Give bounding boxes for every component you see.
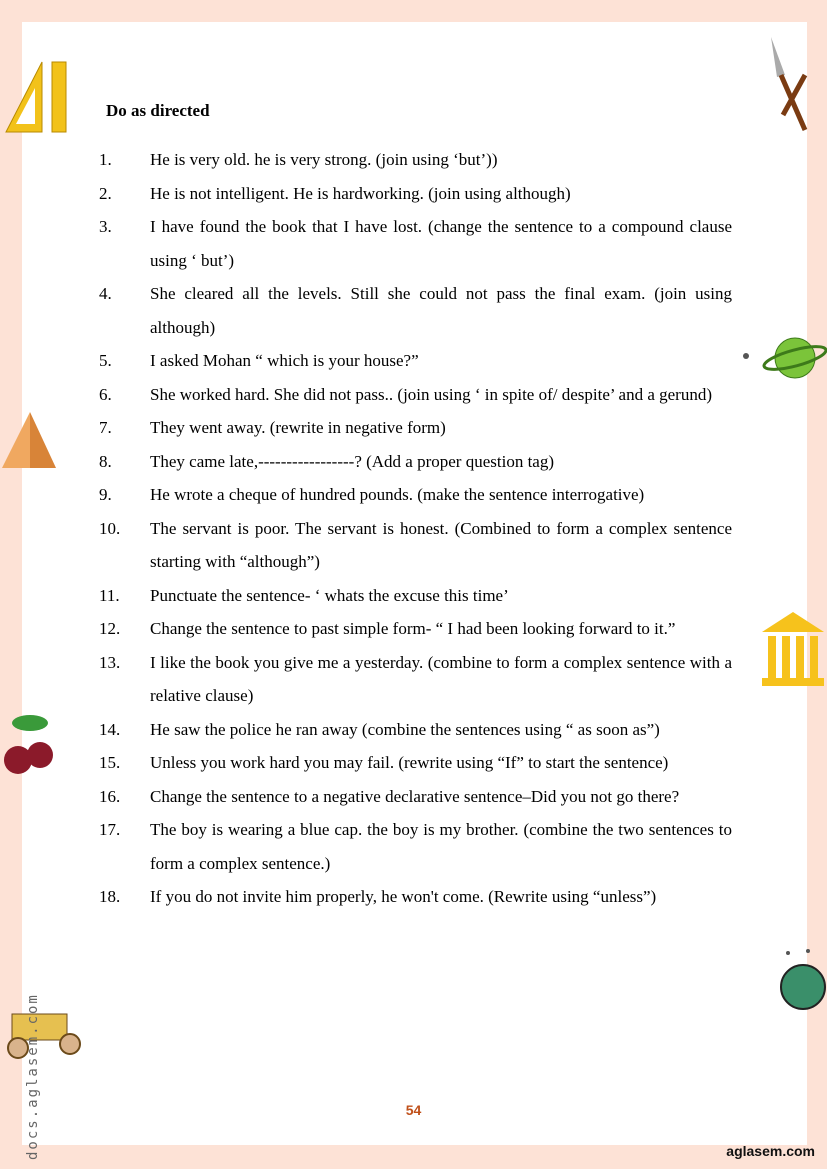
item-number: 5. [99, 351, 112, 370]
item-text: The servant is poor. The servant is honest. (Combined to form a complex sentence starting with “although”) [150, 518, 732, 571]
list-item [99, 612, 732, 646]
item-text: They came late,-----------------? (Add a proper question tag) [150, 451, 554, 471]
item-text: The boy is wearing a blue cap. the boy is my brother. (combine the two sentences to form a complex sentence.) [150, 820, 732, 873]
item-text: She worked hard. She did not pass.. (join using ‘ in spite of/ despite’ and a gerund) [150, 384, 712, 404]
item-text: Change the sentence to a negative declarative sentence–Did you not go there? [150, 786, 680, 806]
item-text: They went away. (rewrite in negative form) [150, 418, 446, 437]
item-text: If you do not invite him properly, he won't come. (Rewrite using “unless”) [150, 887, 657, 906]
watermark: docs.aglasem.com [25, 993, 41, 1160]
list-item [99, 143, 732, 177]
item-text: She cleared all the levels. Still she could not pass the final exam. (join using although) [150, 284, 732, 337]
item-number: 12. [99, 619, 121, 638]
list-item [99, 411, 732, 445]
list-item [99, 646, 732, 713]
list-item [99, 177, 732, 211]
list-item [99, 713, 732, 747]
item-number: 13. [99, 652, 121, 672]
list-item [99, 445, 732, 479]
item-number: 14. [99, 719, 121, 739]
vehicle-icon [0, 1000, 85, 1060]
item-number: 10. [99, 518, 121, 538]
item-number: 15. [99, 753, 121, 772]
globe-icon [778, 945, 827, 1015]
item-text: Change the sentence to past simple form- “ I had been looking forward to it.” [150, 619, 676, 638]
item-text: He wrote a cheque of hundred pounds. (make the sentence interrogative) [150, 485, 645, 504]
item-text: I have found the book that I have lost. (change the sentence to a compound clause using ‘ but’) [150, 217, 732, 270]
item-text: I asked Mohan “ which is your house?” [150, 351, 419, 370]
item-number: 1. [99, 150, 112, 169]
list-item [99, 512, 732, 579]
list-item [99, 277, 732, 344]
item-number: 11. [99, 585, 120, 605]
list-item [99, 813, 732, 880]
cherries-icon [0, 705, 58, 780]
site-label: aglasem.com [726, 1143, 815, 1159]
item-number: 18. [99, 887, 121, 906]
planet-icon [740, 330, 827, 385]
item-number: 8. [99, 451, 112, 471]
pyramid-icon [0, 410, 58, 470]
item-text: He is not intelligent. He is hardworking. (join using although) [150, 183, 571, 203]
item-text: He is very old. he is very strong. (join using ‘but’)) [150, 150, 498, 169]
list-item [99, 378, 732, 412]
page-number: 54 [405, 1102, 422, 1118]
tools-icon [765, 35, 815, 135]
item-number: 4. [99, 284, 112, 303]
item-text: Unless you work hard you may fail. (rewrite using “If” to start the sentence) [150, 753, 669, 772]
item-number: 9. [99, 485, 112, 504]
list-item [99, 210, 732, 277]
item-number: 7. [99, 418, 112, 437]
list-item [99, 880, 732, 914]
ruler-triangle-icon [2, 60, 68, 135]
item-text: I like the book you give me a yesterday. (combine to form a complex sentence with a relative clause) [150, 652, 732, 705]
item-number: 3. [99, 217, 112, 236]
temple-icon [760, 610, 827, 688]
item-text: He saw the police he ran away (combine the sentences using “ as soon as”) [150, 719, 660, 739]
item-number: 2. [99, 183, 112, 203]
list-item [99, 344, 732, 378]
item-text: Punctuate the sentence- ‘ whats the excuse this time’ [150, 585, 509, 605]
list-item [99, 780, 732, 814]
question-list [99, 143, 732, 914]
section-heading: Do as directed [106, 101, 210, 120]
list-item [99, 579, 732, 613]
item-number: 6. [99, 384, 112, 404]
list-item [99, 746, 732, 780]
list-item [99, 478, 732, 512]
item-number: 17. [99, 820, 121, 839]
item-number: 16. [99, 786, 121, 806]
